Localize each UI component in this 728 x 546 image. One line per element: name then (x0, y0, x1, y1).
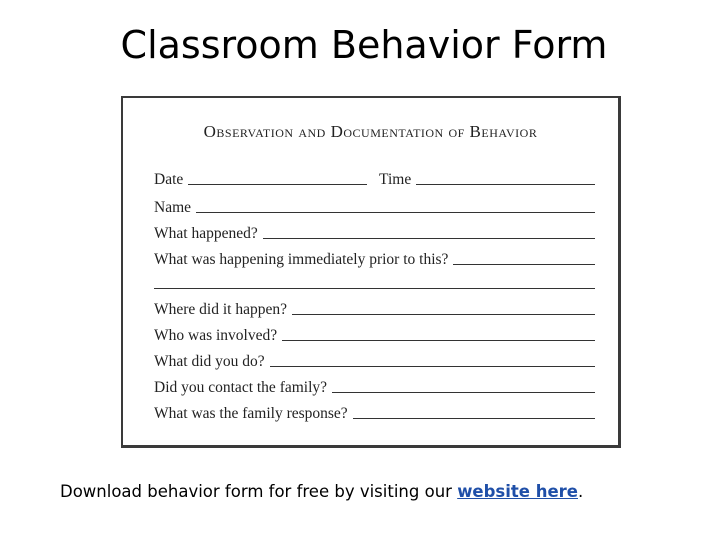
slide-title: Classroom Behavior Form (120, 23, 608, 67)
time-label: Time (379, 171, 412, 188)
form-heading: Observation and Documentation of Behavior (203, 122, 538, 141)
form-field-name (154, 198, 595, 218)
date-label: Date (154, 171, 184, 188)
form-field-where (154, 300, 595, 320)
field-line (332, 392, 595, 393)
time-line (416, 184, 595, 185)
form-field-who (154, 326, 595, 346)
field-label: Did you contact the family? (154, 379, 328, 396)
field-label: Name (154, 199, 192, 216)
field-line (292, 314, 595, 315)
field-line (353, 418, 595, 419)
field-label: Where did it happen? (154, 301, 287, 318)
field-line (282, 340, 595, 341)
form-field-what-happened (154, 224, 595, 244)
form-field-family-response (154, 404, 595, 424)
date-time-row (154, 170, 595, 190)
form-field-prior (154, 250, 595, 270)
field-line (453, 264, 595, 265)
form-field-contact-family (154, 378, 595, 398)
website-link[interactable]: website here (457, 482, 578, 501)
behavior-form-image (121, 96, 621, 448)
field-label: What was happening immediately prior to this? (154, 251, 449, 268)
field-line (263, 238, 595, 239)
field-label: What happened? (154, 225, 258, 242)
field-line (270, 366, 595, 367)
field-line (196, 212, 595, 213)
caption-suffix: . (578, 482, 584, 501)
extra-line (154, 288, 595, 289)
download-caption (60, 482, 700, 501)
field-label: What was the family response? (154, 405, 348, 422)
caption-text: Download behavior form for free by visiting our (60, 482, 458, 501)
field-label: Who was involved? (154, 327, 278, 344)
date-line (188, 184, 367, 185)
field-label: What did you do? (154, 353, 265, 370)
form-field-what-did-you-do (154, 352, 595, 372)
